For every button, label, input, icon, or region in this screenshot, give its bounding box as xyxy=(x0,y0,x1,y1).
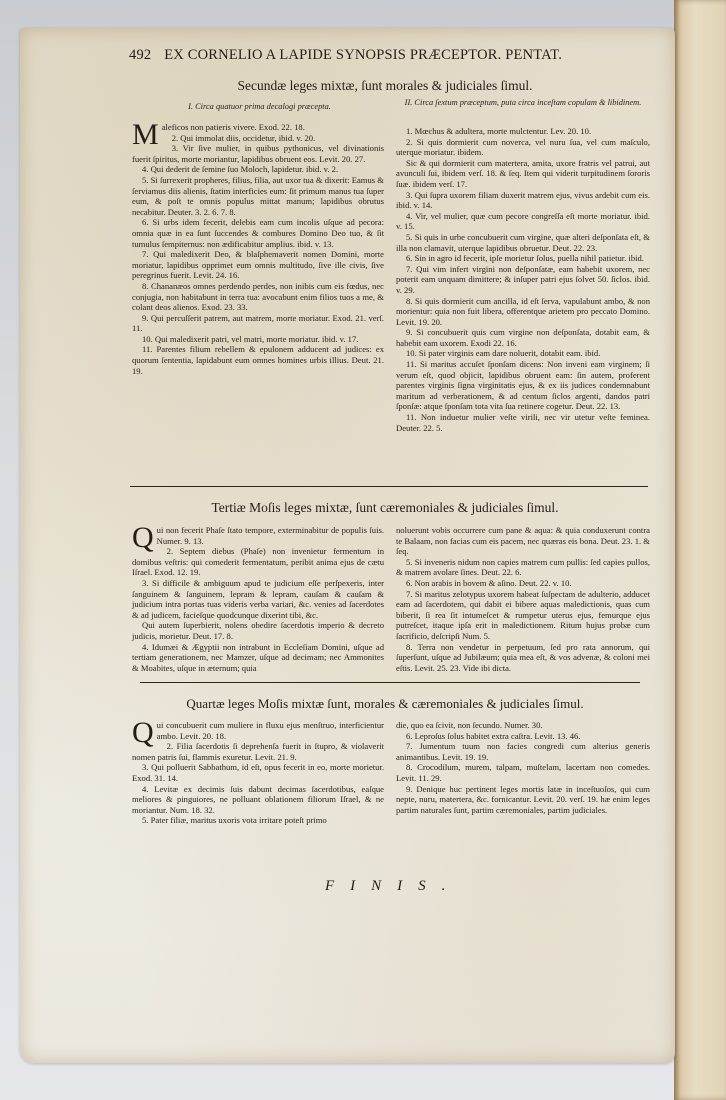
law-item: 7. Qui vim infert virgini non deſponſatæ, eam habebit uxorem, nec poterit eam unquam dimittere; & inſuper patri ejus ſolvet 50. ſiclos. ibid. v. 29. xyxy=(396,263,650,295)
section3-left-column xyxy=(132,716,384,826)
law-item: Maleficos non patieris vivere. Exod. 22. 18. xyxy=(132,118,305,151)
section3-right-column xyxy=(396,720,650,815)
law-item: 3. Vir ſive mulier, in quibus pythonicus, vel divinationis fuerit ſpiritus, morte moriantur, lapidibus obruent eos. Levit. 20. 27. xyxy=(132,143,384,164)
section-title-secundae: Secundæ leges mixtæ, ſunt morales & judiciales ſimul. xyxy=(237,78,533,93)
law-item: 2. Filia ſacerdotis ſi deprehenſa fuerit in ſtupro, & violaverit nomen patris ſui, flammis exuretur. Levit. 21. 9. xyxy=(132,741,384,762)
law-item: Qui concubuerit cum muliere in fluxu ejus menſtruo, interficientur ambo. Levit. 20. 18. xyxy=(132,716,384,749)
running-head-title: EX CORNELIO A LAPIDE SYNOPSIS PRÆCEPTOR. PENTAT. xyxy=(164,47,563,63)
law-item: 11. Si maritus accuſet ſponſam dicens: Non inveni eam virginem; ſi verum eſt, quod objicit, lapidibus obruent eam: ſin autem, proferent parentes virginis ſigna virginitatis ejus, & ex iis judices condemnabunt maritum ad verberationem, & ad centum ſiclos argenti, dandos patri ſponſæ: atque ſponſam tota vita ſua retinere cogetur. Deut. 22. 13. xyxy=(396,359,650,412)
law-item: 8. Chananæos omnes perdendo perdes, non inibis cum eis fœdus, nec conjugia, non habitabunt in terra tua: avocabunt enim filios tuos a me, & colant deos alienos. Exod. 23. 33. xyxy=(132,280,384,313)
drop-cap-Q: Q xyxy=(132,716,154,749)
law-item: 11. Non induetur mulier veſte virili, nec vir utetur veſte feminea. Deuter. 22. 5. xyxy=(396,412,650,433)
law-item: 4. Idumæi & Ægyptii non intrabunt in Eccleſiam Domini, uſque ad tertiam generationem, nec Mamzer, uſque ad decimam; nec Ammonites & Moabites, uſque in æternum; quia xyxy=(132,641,384,673)
law-item: noluerunt vobis occurrere cum pane & aqua: & quia conduxerunt contra te Balaam, non facias cum eis pacem, nec quæras eis bona. Deut. 23. 1. & ſeq. xyxy=(396,525,650,557)
adjacent-page-gutter xyxy=(674,0,726,1100)
law-item: 1. Mœchus & adultera, morte mulctentur. Lev. 20. 10. xyxy=(406,126,592,136)
law-item: 8. Crocodilum, murem, talpam, muſtelam, lacertam non comedes. Levit. 11. 29. xyxy=(396,762,650,783)
law-item: 3. Qui polluerit Sabbathum, id eſt, opus fecerit in eo, morte morietur. Exod. 31. 14. xyxy=(132,762,384,783)
law-item: 6. Non arabis in bovem & aſino. Deut. 22. v. 10. xyxy=(406,577,572,588)
section-divider xyxy=(140,682,640,683)
law-item: 10. Qui maledixerit patri, vel matri, morte moriatur. ibid. v. 17. xyxy=(142,333,359,344)
law-item: 7. Si maritus zelotypus uxorem habeat ſuſpectam de adulterio, adducet eam ad ſacerdotem, qui dabit ei bibere aquas maledictionis, quas cum biberit, ſi rea ſit intumeſcet & rumpetur uterus ejus, femurque ejus putreſcet, itaque ipſa erit in maledictionem. Ritum hujus probæ cum ſacrificio, deſcripſi Num. 5. xyxy=(396,588,650,641)
drop-cap-M: M xyxy=(132,118,159,151)
law-item: 10. Si pater virginis eam dare noluerit, dotabit eam. ibid. xyxy=(406,348,601,359)
law-item: 4. Qui dederit de ſemine ſuo Moloch, lapidetur. ibid. v. 2. xyxy=(142,164,339,175)
law-item: 3. Qui ſupra uxorem filiam duxerit matrem ejus, vivus ardebit cum eis. ibid. v. 14. xyxy=(396,189,650,211)
page-number: 492 xyxy=(129,47,152,63)
section2-right-column xyxy=(396,525,650,673)
book-page xyxy=(20,28,675,1063)
law-item: Qui autem ſuperbierit, nolens obedire ſacerdotis imperio & decreto judicis, morietur. Deut. 17. 8. xyxy=(132,620,384,641)
law-item: Qui non fecerit Phaſe ſtato tempore, exterminabitur de populis ſuis. Numer. 9. 13. xyxy=(132,521,384,554)
law-item: 7. Jumentum tuum non facies congredi cum alterius generis animantibus. Levit. 19. 19. xyxy=(396,741,650,762)
law-item: 8. Terra non vendetur in perpetuum, ſed pro rata annorum, qui ſuperſunt, uſque ad Jubilæum; quia mea eſt, & vos advenæ, & coloni mei eſtis. Levit. 25. 23. Vide ibi dicta. xyxy=(396,641,650,673)
law-item: 7. Qui maledixerit Deo, & blaſphemaverit nomen Domini, morte moriatur, lapidibus opprimet eum omnis multitudo, ſive ille civis, ſive peregrinus fuerit. Levit. 24. 16. xyxy=(132,249,384,281)
law-item: 9. Si concubuerit quis cum virgine non deſponſata, dotabit eam, & habebit eam uxorem. Exodi 22. 16. xyxy=(396,327,650,348)
law-item: 2. Qui immolat diis, occidetur, ibid. v. 20. xyxy=(171,132,316,143)
section-title-tertiae: Tertiæ Moſis leges mixtæ, ſunt cæremoniales & judiciales ſimul. xyxy=(211,500,559,515)
law-item: 5. Si inveneris nidum non capies matrem cum pullis: ſed capies pullos, & matrem avolare ſines. Deut. 22. 6. xyxy=(396,556,650,578)
law-item: 4. Levitæ ex decimis ſuis dabunt decimas ſacerdotibus, eaſque meliores & pinguiores, ne polluant oblationem filiorum Iſrael, & ne moriantur. Num. 18. 32. xyxy=(132,783,384,815)
law-item: 5. Pater filiæ, maritus uxoris vota irritare poteſt primo xyxy=(142,815,327,826)
law-item: 6. Si urbs idem fecerit, delebis eam cum incolis uſque ad pecora: omnia quæ in ea ſunt ſuccendes & combures Domino Deo tuo, & ſit tumulus ſempiternus: non ædificabitur amplius. ibid. v. 13. xyxy=(132,217,384,249)
law-item: 9. Denique huc pertinent leges mortis latæ in inceſtuoſos, qui cum nepte, nuru, matertera, &c. fornicantur. Levit. 20. verſ. 19. hæ enim leges partim naturales ſunt, partim cæremoniales, partim judiciales. xyxy=(396,783,650,815)
section-title-quartae: Quartæ leges Moſis mixtæ ſunt, morales & cæremoniales & judiciales ſimul. xyxy=(186,696,584,711)
law-item: 6. Sin in agro id fecerit, ipſe morietur ſolus, puella nihil patietur. ibid. xyxy=(406,253,644,264)
law-item: 2. Septem diebus (Phaſe) non invenietur fermentum in domibus veſtris: qui comederit fermentatum, peribit anima ejus de cætu Iſrael. Exod. 12. 19. xyxy=(132,546,384,578)
law-item: 5. Si quis in urbe concubuerit cum virgine, quæ alteri deſponſata eſt, & illa non clamavit, uterque lapidibus obruetur. Deut. 22. 23. xyxy=(396,231,650,253)
law-item: 9. Qui percuſſerit patrem, aut matrem, morte moriatur. Exod. 21. verſ. 11. xyxy=(132,312,384,334)
right-column-heading: II. Circa ſextum præceptum, puta circa inceſtam copulam & libidinem. xyxy=(404,98,642,107)
law-item: 11. Parentes filium rebellem & epulonem adducent ad judices: ex quorum ſententia, lapidabunt eum omnes homines urbis illius. Deut. 21. 19. xyxy=(132,344,384,376)
law-item: 3. Si difficile & ambiguum apud te judicium eſſe perſpexeris, inter ſanguinem & ſanguinem, lepram & lepram, cauſam & cauſam & judicium intra portas tuas videris verba variari, &c. venies ad ſacerdotes & ad judicem, facieſque quodcunque dixerint tibi, &c. xyxy=(132,577,384,620)
law-item: Sic & qui dormierit cum matertera, amita, uxore fratris vel patrui, aut avunculi ſui, ibidem verſ. 18. & ſeq. Item qui viderit turpitudinem ſororis ſuæ. ibidem verſ. 17. xyxy=(396,157,650,189)
section1-left-column xyxy=(132,118,384,376)
section-divider xyxy=(130,486,648,487)
left-column-heading: I. Circa quatuor prima decalogi præcepta. xyxy=(188,102,331,111)
law-item: 5. Si ſurrexerit propheres, filius, filia, aut uxor tua & dixerit: Eamus & ſerviamus diis alienis, ſtatim interficies eum: ſit primum manus tua ſuper eum, & poſt te omnis populus mittat manum; lapidibus obrutus necabitur. Deuter. 3. 2. 6. 7. 8. xyxy=(132,174,384,217)
law-item: 2. Si quis dormierit cum noverca, vel nuru ſua, vel cum maſculo, uterque moriatur. ibidem. xyxy=(396,136,650,158)
law-item: 6. Leproſus ſolus habitet extra caſtra. Levit. 13. 46. xyxy=(406,730,581,741)
law-item: 8. Si quis dormierit cum ancilla, id eſt ſerva, vapulabunt ambo, & non morientur: quia non fuit libera, offerentque arietem pro peccato Domino. Levit. 19. 20. xyxy=(396,295,650,327)
law-item: die, quo ea ſcivit, non ſecundo. Numer. 30. xyxy=(396,720,543,730)
law-item: 4. Vir, vel mulier, quæ cum pecore congreſſa eſt morte moriatur. ibid. v. 15. xyxy=(396,210,650,232)
running-head xyxy=(129,47,649,64)
section2-left-column xyxy=(132,521,384,673)
section1-right-column xyxy=(396,126,650,433)
drop-cap-Q: Q xyxy=(132,521,154,554)
finis-closing: FINIS. xyxy=(325,878,462,894)
